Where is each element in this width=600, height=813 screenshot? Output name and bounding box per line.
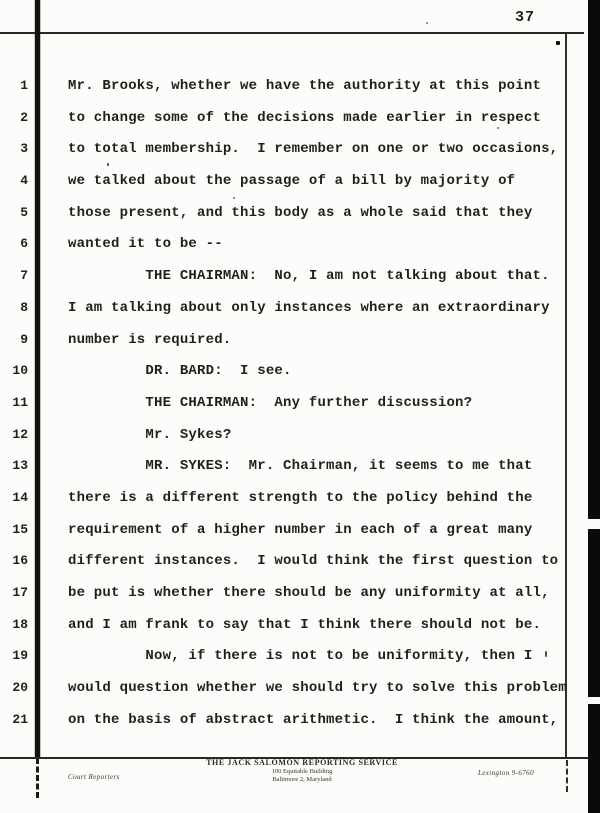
line-number: 1 (20, 78, 28, 93)
line-text: requirement of a higher number in each of a great many (68, 521, 533, 538)
line-text: wanted it to be -- (68, 236, 223, 253)
reporting-service-address1: 100 Equitable Building (271, 768, 333, 775)
scan-speck (426, 22, 428, 24)
line-text: different instances. I would think the first question to (68, 553, 559, 570)
line-text: MR. SYKES: Mr. Chairman, it seems to me that (68, 458, 533, 475)
line-text: be put is whether there should be any uniformity at all, (68, 585, 550, 601)
line-number: 19 (12, 648, 28, 664)
line-text: Mr. Brooks, whether we have the authority at this point (68, 78, 542, 94)
transcript-line (0, 78, 586, 110)
line-text: we talked about the passage of a bill by majority of (68, 173, 516, 190)
line-text: on the basis of abstract arithmetic. I think the amount, (68, 711, 559, 728)
line-text: THE CHAIRMAN: No, I am not talking about that. (68, 268, 550, 285)
transcript-line (0, 427, 586, 459)
line-text: Now, if there is not to be uniformity, then I (68, 648, 533, 665)
line-number: 18 (12, 616, 28, 632)
line-text: would question whether we should try to solve this problem (68, 680, 567, 697)
line-number: 3 (20, 141, 28, 157)
transcript-line (0, 712, 586, 744)
transcript-line (0, 522, 586, 554)
reporting-service-name: THE JACK SALOMON REPORTING SERVICE (206, 758, 398, 767)
line-number: 21 (12, 711, 28, 727)
transcript-line (0, 648, 586, 680)
footer-phone: Lexington 9-6760 (478, 769, 534, 777)
footer-court-reporters: Court Reporters (68, 773, 120, 781)
transcript-line (0, 458, 586, 490)
line-text: to total membership. I remember on one or two occasions, (68, 141, 559, 158)
top-rule (0, 32, 584, 34)
transcript-line (0, 585, 586, 617)
line-number: 8 (20, 299, 28, 315)
transcript-line (0, 363, 586, 395)
line-text: to change some of the decisions made earlier in respect (68, 109, 542, 126)
line-number: 6 (20, 236, 28, 252)
line-text: THE CHAIRMAN: Any further discussion? (68, 394, 473, 411)
page-number: 37 (515, 9, 536, 26)
line-text: and I am frank to say that I think there should not be. (68, 616, 542, 633)
right-margin-rule-tail (566, 760, 568, 792)
transcript-line (0, 332, 586, 364)
transcript-line (0, 236, 586, 268)
transcript-line (0, 300, 586, 332)
line-number: 2 (20, 109, 28, 125)
line-text: those present, and this body as a whole said that they (68, 204, 533, 221)
reporting-service-block (172, 758, 432, 784)
scan-speck (233, 197, 235, 199)
line-number: 10 (12, 363, 28, 379)
transcript-line (0, 205, 586, 237)
line-text: Mr. Sykes? (68, 426, 232, 443)
line-number: 17 (12, 585, 28, 600)
line-number: 11 (12, 394, 28, 410)
line-text: number is required. (68, 331, 232, 348)
transcript-line (0, 490, 586, 522)
line-number: 15 (12, 521, 28, 537)
scan-edge-band (588, 0, 600, 813)
line-number: 5 (20, 204, 28, 220)
scan-speck (545, 651, 547, 657)
left-margin-rule-tail (36, 758, 39, 798)
transcript-line (0, 680, 586, 712)
line-number: 7 (20, 268, 28, 284)
line-number: 16 (12, 553, 28, 569)
line-text: I am talking about only instances where an extraordinary (68, 299, 550, 316)
transcript-line (0, 110, 586, 142)
line-number: 12 (12, 426, 28, 442)
reporting-service-address2: Baltimore 2, Maryland (272, 776, 332, 783)
transcript-line (0, 173, 586, 205)
line-number: 4 (20, 173, 28, 189)
line-number: 14 (12, 489, 28, 505)
scan-band-notch (588, 519, 600, 529)
scan-band-notch (588, 697, 600, 704)
transcript-body (0, 78, 586, 743)
line-number: 9 (20, 331, 28, 347)
scan-speck (107, 163, 109, 166)
transcript-line (0, 553, 586, 585)
transcript-line (0, 395, 586, 427)
line-text: there is a different strength to the policy behind the (68, 489, 533, 506)
line-number: 20 (12, 680, 28, 696)
transcript-line (0, 617, 586, 649)
transcript-line (0, 268, 586, 300)
line-text: DR. BARD: I see. (68, 363, 292, 380)
line-number: 13 (12, 458, 28, 474)
transcript-line (0, 141, 586, 173)
scan-speck (556, 41, 560, 45)
scan-speck (497, 127, 499, 129)
